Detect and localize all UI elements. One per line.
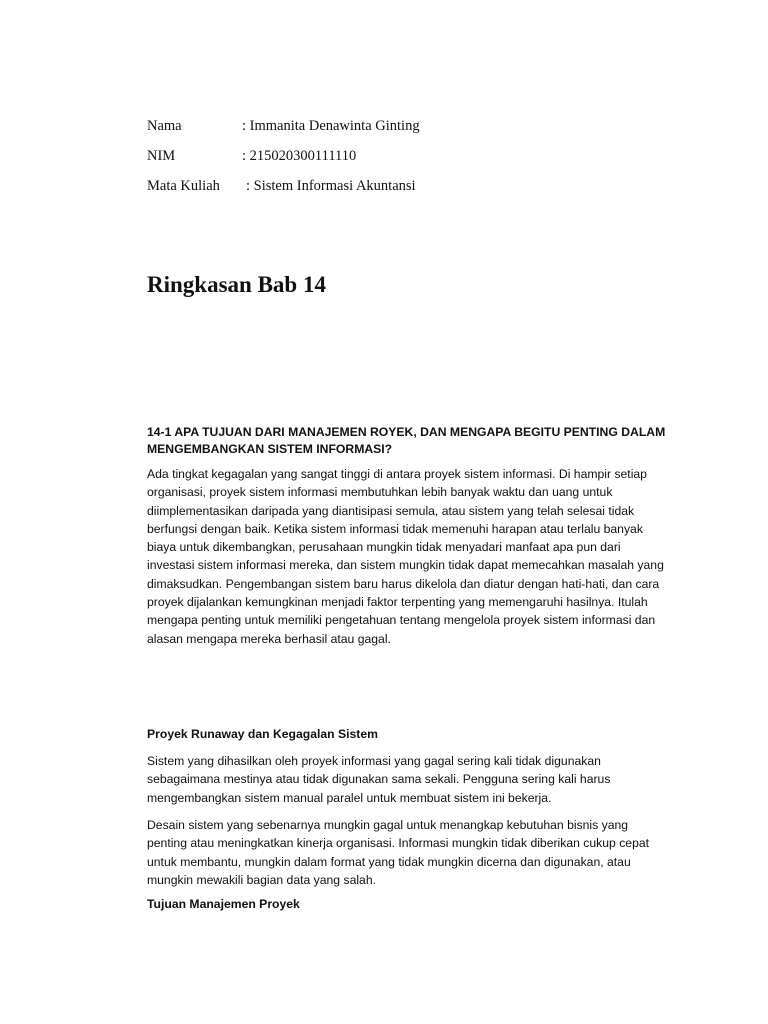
- name-value: : Immanita Denawinta Ginting: [242, 118, 420, 134]
- nim-label: NIM: [147, 148, 176, 164]
- section1-heading: 14-1 APA TUJUAN DARI MANAJEMEN ROYEK, DAN MENGAPA BEGITU PENTING DALAM MENGEMBANGKAN SISTEM INFORMASI?: [147, 425, 666, 456]
- course-value: : Sistem Informasi Akuntansi: [246, 178, 416, 194]
- section3-heading: Tujuan Manajemen Proyek: [147, 897, 300, 911]
- section2-paragraph-1: Sistem yang dihasilkan oleh proyek informasi yang gagal sering kali tidak digunakan sebagaimana mestinya atau tidak digunakan sama sekali. Pengguna sering kali harus mengembangkan sistem manual paralel untuk membuat sistem ini bekerja.: [147, 754, 611, 805]
- nim-row: [147, 147, 357, 165]
- course-row: [147, 177, 416, 195]
- name-label: Nama: [147, 118, 182, 134]
- nim-value: : 215020300111110: [242, 148, 357, 164]
- section2-paragraph-2: Desain sistem yang sebenarnya mungkin gagal untuk menangkap kebutuhan bisnis yang penting atau meningkatkan kinerja organisasi. Informasi mungkin tidak diberikan cukup cepat untuk membantu, mungkin dalam format yang tidak mungkin dicerna dan digunakan, atau mungkin mewakili bagian data yang salah.: [147, 818, 650, 887]
- page-title: Ringkasan Bab 14: [147, 272, 326, 297]
- section1-paragraph: Ada tingkat kegagalan yang sangat tinggi di antara proyek sistem informasi. Di hampir setiap organisasi, proyek sistem informasi membutuhkan lebih banyak waktu dan uang untuk diimplementasikan daripada yang diantisipasi semula, atau sistem yang telah selesai tidak berfungsi dengan baik. Ketika sistem informasi tidak memenuhi harapan atau terlalu banyak biaya untuk dikembangkan, perusahaan mungkin tidak menyadari manfaat apa pun dari investasi sistem informasi mereka, dan sistem mungkin tidak dapat memecahkan masalah yang dimaksudkan. Pengembangan sistem baru harus dikelola dan diatur dengan hati-hati, dan cara proyek dijalankan kemungkinan menjadi faktor terpenting yang memengaruhi hasilnya. Itulah mengapa penting untuk memiliki pengetahuan tentang mengelola proyek sistem informasi dan alasan mengapa mereka berhasil atau gagal.: [147, 467, 664, 646]
- course-label: Mata Kuliah: [147, 178, 220, 194]
- section2-heading: Proyek Runaway dan Kegagalan Sistem: [147, 727, 378, 741]
- name-row: [147, 117, 420, 135]
